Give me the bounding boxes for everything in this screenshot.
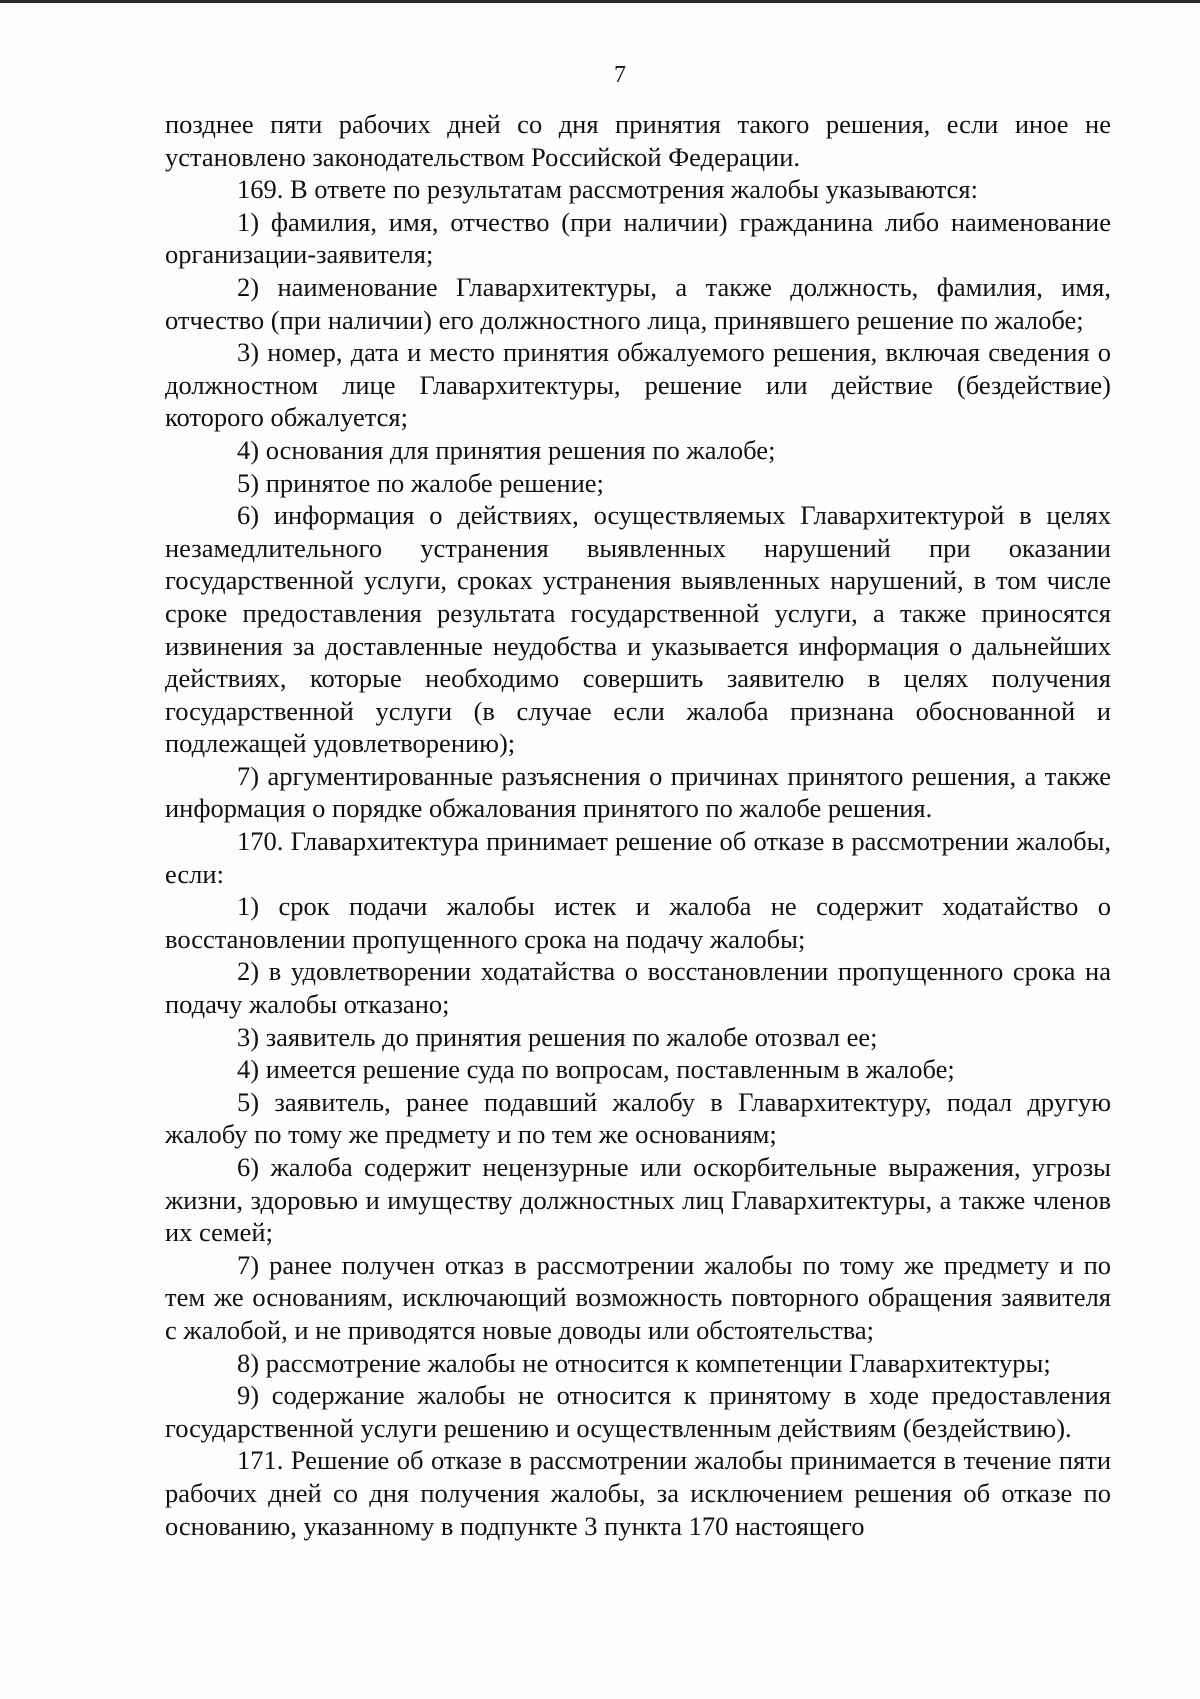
paragraph-continuation: позднее пяти рабочих дней со дня принятия такого решения, если иное не установлено законодательством Российской Федерации.: [165, 109, 1111, 172]
paragraph-169-item-5: 5) принятое по жалобе решение;: [237, 467, 604, 498]
paragraph-170-item-8: 8) рассмотрение жалобы не относится к компетенции Главархитектуры;: [237, 1347, 1051, 1378]
document-body: [165, 108, 1111, 1542]
scan-top-edge: [0, 0, 1200, 3]
paragraph-170-item-7: 7) ранее получен отказ в рассмотрении жалобы по тому же предмету и по тем же основаниям, исключающий возможность повторного обращения заявителя с жалобой, и не приводятся новые доводы или обстоятельства;: [165, 1249, 1111, 1345]
paragraph-170-item-3: 3) заявитель до принятия решения по жалобе отозвал ее;: [237, 1021, 878, 1052]
paragraph-170-item-2: 2) в удовлетворении ходатайства о восстановлении пропущенного срока на подачу жалобы отказано;: [165, 956, 1111, 1020]
page-number: 7: [614, 62, 626, 88]
paragraph-170-item-1: 1) срок подачи жалобы истек и жалоба не содержит ходатайство о восстановлении пропущенного срока на подачу жалобы;: [165, 891, 1111, 954]
paragraph-169-item-6: 6) информация о действиях, осуществляемых Главархитектурой в целях незамедлительного устранения выявленных нарушений при оказании государственной услуги, сроках устранения выявленных нарушений, в том числе сроке предоставления результата государственной услуги, а также приносятся извинения за доставленные неудобства и указывается информация о дальнейших действиях, которые необходимо совершить заявителю в целях получения государственной услуги (в случае если жалоба признана обоснованной и подлежащей удовлетворению);: [165, 500, 1111, 759]
paragraph-171: 171. Решение об отказе в рассмотрении жалобы принимается в течение пяти рабочих дней со дня получения жалобы, за исключением решения об отказе по основанию, указанному в подпункте 3 пункта 170 настоящего: [165, 1445, 1111, 1541]
paragraph-170-item-6: 6) жалоба содержит нецензурные или оскорбительные выражения, угрозы жизни, здоровью и имуществу должностных лиц Главархитектуры, а также членов их семей;: [165, 1152, 1111, 1248]
paragraph-169-item-1: 1) фамилия, имя, отчество (при наличии) гражданина либо наименование организации-заявителя;: [165, 206, 1111, 270]
paragraph-170-item-5: 5) заявитель, ранее подавший жалобу в Главархитектуру, подал другую жалобу по тому же предмету и по тем же основаниям;: [165, 1086, 1111, 1150]
paragraph-169-item-3: 3) номер, дата и место принятия обжалуемого решения, включая сведения о должностном лице Главархитектуры, решение или действие (бездействие) которого обжалуется;: [165, 337, 1111, 433]
paragraph-169: 169. В ответе по результатам рассмотрения жалобы указываются:: [237, 174, 978, 205]
paragraph-169-item-7: 7) аргументированные разъяснения о причинах принятого решения, а также информация о порядке обжалования принятого по жалобе решения.: [165, 760, 1111, 824]
paragraph-170-item-9: 9) содержание жалобы не относится к принятому в ходе предоставления государственной услуги решению и осуществленным действиям (бездействию).: [165, 1380, 1111, 1443]
paragraph-169-item-2: 2) наименование Главархитектуры, а также должность, фамилия, имя, отчество (при наличии) его должностного лица, принявшего решение по жалобе;: [165, 271, 1111, 335]
paragraph-169-item-4: 4) основания для принятия решения по жалобе;: [237, 434, 776, 465]
paragraph-170-item-4: 4) имеется решение суда по вопросам, поставленным в жалобе;: [237, 1054, 955, 1085]
paragraph-170: 170. Главархитектура принимает решение об отказе в рассмотрении жалобы, если:: [165, 826, 1111, 889]
